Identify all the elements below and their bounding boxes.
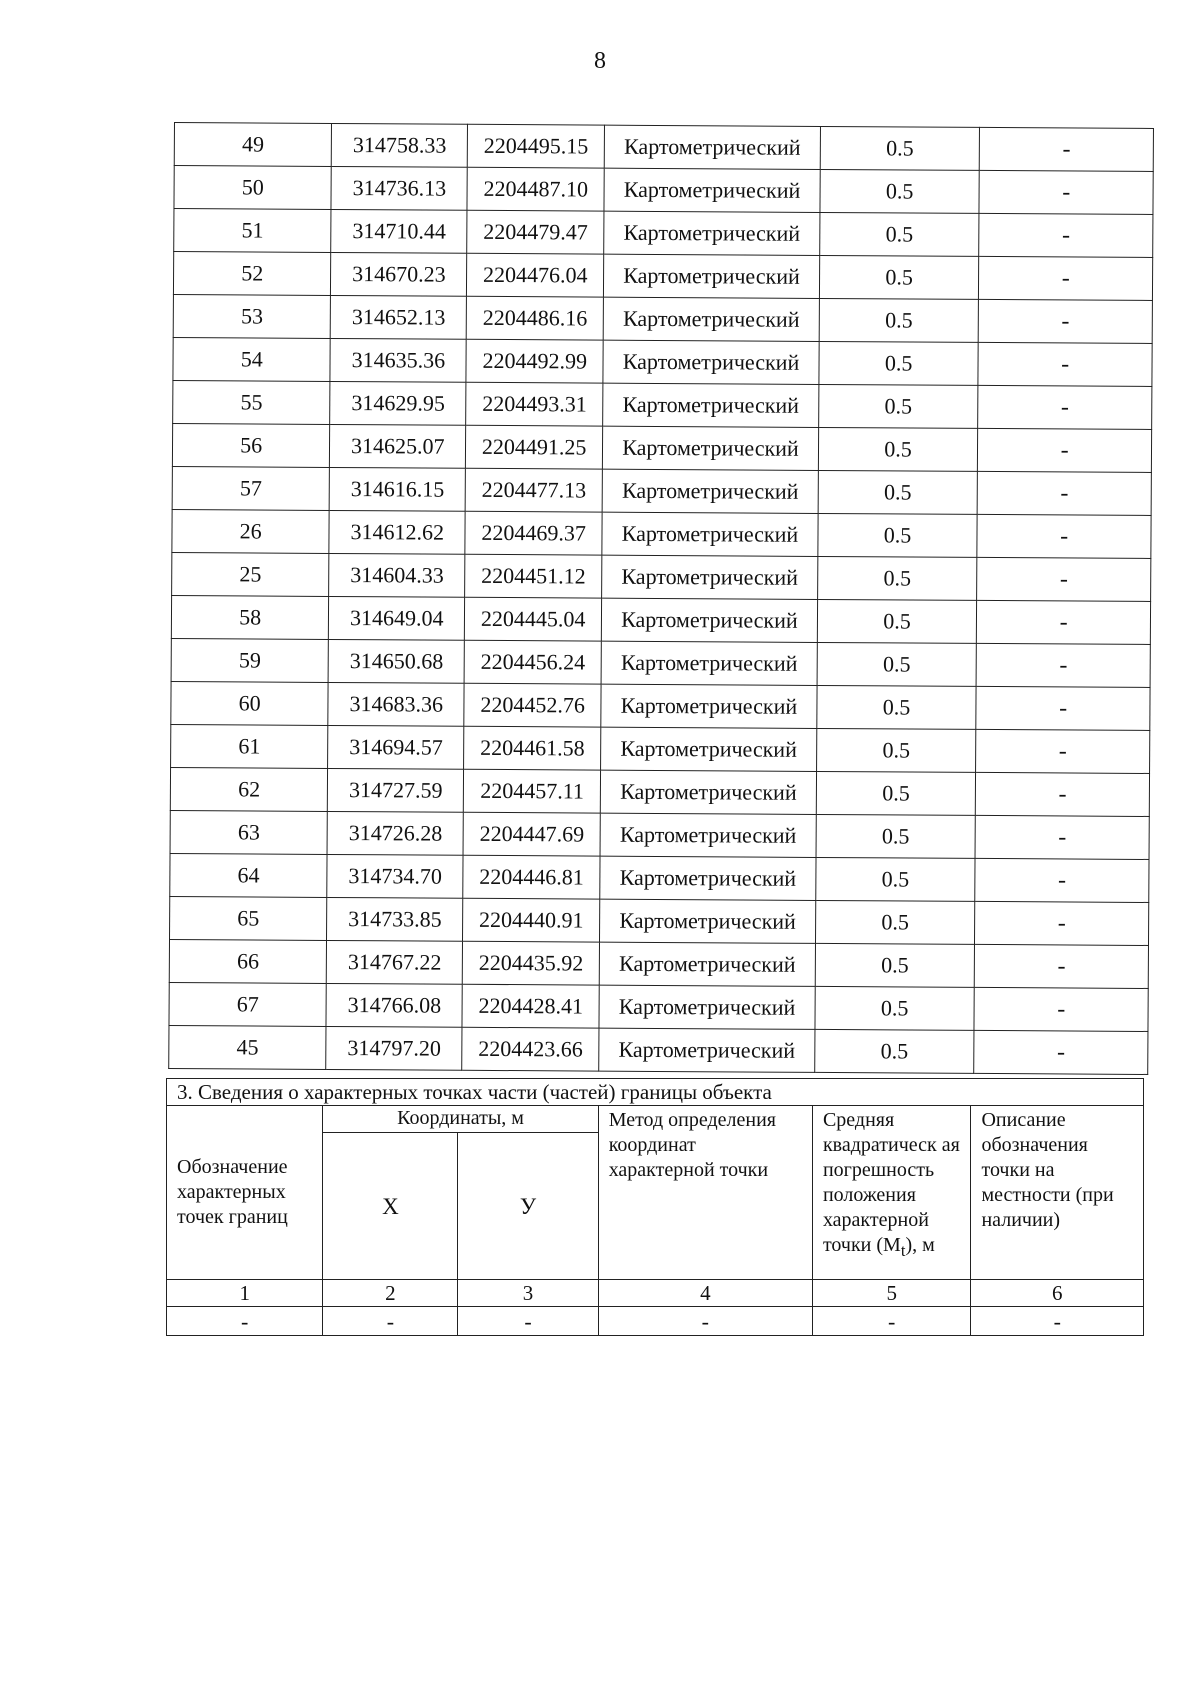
header-point-designation: Обозначение характерных точек границ [167, 1106, 323, 1280]
method-cell: Картометрический [603, 383, 819, 427]
table-row [173, 252, 1152, 301]
error-cell: 0.5 [819, 255, 979, 299]
y-cell: 2204491.25 [466, 425, 603, 469]
point-cell: 53 [173, 294, 331, 338]
x-cell: 314612.62 [329, 510, 465, 554]
method-cell: Картометрический [603, 297, 819, 341]
x-cell: 314604.33 [329, 553, 465, 597]
x-cell: 314616.15 [330, 467, 466, 511]
description-cell: - [976, 686, 1150, 730]
table-row [174, 209, 1153, 258]
x-cell: 314635.36 [330, 338, 466, 382]
table-row [170, 767, 1149, 816]
x-cell: 314727.59 [328, 768, 464, 812]
point-cell: 61 [171, 724, 329, 768]
table-row [172, 552, 1151, 601]
empty-cell: - [323, 1307, 458, 1336]
error-cell: 0.5 [819, 298, 979, 342]
table-row [171, 681, 1150, 730]
x-cell: 314694.57 [328, 725, 464, 769]
y-cell: 2204476.04 [467, 253, 604, 297]
error-cell: 0.5 [817, 642, 977, 686]
method-cell: Картометрический [599, 1028, 815, 1072]
empty-data-row [167, 1307, 1144, 1336]
method-cell: Картометрический [601, 684, 817, 728]
description-cell: - [976, 772, 1150, 816]
point-cell: 54 [173, 337, 331, 381]
point-cell: 49 [174, 123, 332, 167]
section-3-table [166, 1078, 1144, 1336]
x-cell: 314734.70 [327, 854, 463, 898]
point-cell: 60 [171, 681, 329, 725]
header-method: Метод определения координат характерной точки [598, 1106, 812, 1280]
table-row [170, 810, 1149, 859]
error-cell: 0.5 [815, 986, 975, 1030]
x-cell: 314733.85 [327, 897, 463, 941]
error-cell: 0.5 [817, 599, 977, 643]
description-cell: - [979, 299, 1153, 343]
description-cell: - [979, 256, 1153, 300]
method-cell: Картометрический [602, 555, 818, 599]
y-cell: 2204423.66 [462, 1027, 599, 1071]
column-number: 6 [971, 1280, 1144, 1307]
point-cell: 26 [172, 509, 330, 553]
empty-cell: - [167, 1307, 323, 1336]
error-cell: 0.5 [816, 814, 976, 858]
table-row [169, 939, 1148, 988]
y-cell: 2204451.12 [465, 554, 602, 598]
table-row [174, 123, 1153, 172]
method-cell: Картометрический [604, 125, 820, 169]
x-cell: 314652.13 [331, 295, 467, 339]
description-cell: - [978, 342, 1152, 386]
y-cell: 2204456.24 [464, 640, 601, 684]
description-cell: - [974, 987, 1148, 1031]
method-cell: Картометрический [604, 254, 820, 298]
column-number: 1 [167, 1280, 323, 1307]
error-cell: 0.5 [815, 1029, 975, 1073]
point-cell: 45 [169, 1025, 327, 1069]
point-cell: 57 [172, 466, 330, 510]
description-cell: - [975, 944, 1149, 988]
error-cell: 0.5 [817, 685, 977, 729]
method-cell: Картометрический [601, 641, 817, 685]
error-cell: 0.5 [815, 943, 975, 987]
page-number: 8 [594, 48, 606, 74]
table-row [174, 166, 1153, 215]
table-row [170, 853, 1149, 902]
table-row [173, 294, 1152, 343]
method-cell: Картометрический [600, 813, 816, 857]
table-row [173, 337, 1152, 386]
y-cell: 2204446.81 [463, 855, 600, 899]
table-row [172, 509, 1151, 558]
column-numbers-row [167, 1280, 1144, 1307]
y-cell: 2204477.13 [465, 468, 602, 512]
header-error-text: Средняя квадратическ ая погрешность положения характерной точки (M [822, 1109, 960, 1256]
description-cell: - [979, 213, 1153, 257]
description-cell: - [975, 815, 1149, 859]
point-cell: 62 [170, 767, 328, 811]
error-cell: 0.5 [819, 341, 979, 385]
header-coordinates: Координаты, м [323, 1106, 598, 1133]
y-cell: 2204492.99 [466, 339, 603, 383]
method-cell: Картометрический [602, 469, 818, 513]
point-cell: 64 [170, 853, 328, 897]
error-cell: 0.5 [819, 212, 979, 256]
y-cell: 2204457.11 [464, 769, 601, 813]
point-cell: 50 [174, 166, 332, 210]
error-cell: 0.5 [820, 126, 980, 170]
error-cell: 0.5 [820, 169, 980, 213]
point-cell: 66 [169, 939, 327, 983]
description-cell: - [975, 901, 1149, 945]
point-cell: 67 [169, 982, 327, 1026]
x-cell: 314736.13 [331, 166, 467, 210]
method-cell: Картометрический [603, 426, 819, 470]
section-3-title: 3. Сведения о характерных точках части (частей) границы объекта [167, 1079, 1144, 1106]
description-cell: - [977, 471, 1151, 515]
description-cell: - [976, 643, 1150, 687]
empty-cell: - [458, 1307, 598, 1336]
x-cell: 314629.95 [330, 381, 466, 425]
empty-cell: - [971, 1307, 1144, 1336]
x-cell: 314683.36 [328, 682, 464, 726]
header-x: X [323, 1133, 458, 1280]
description-cell: - [974, 1030, 1148, 1074]
description-cell: - [980, 127, 1154, 171]
point-cell: 25 [172, 552, 330, 596]
error-cell: 0.5 [818, 384, 978, 428]
error-cell: 0.5 [818, 513, 978, 557]
y-cell: 2204469.37 [465, 511, 602, 555]
description-cell: - [977, 557, 1151, 601]
x-cell: 314758.33 [332, 123, 468, 167]
y-cell: 2204479.47 [467, 210, 604, 254]
column-number: 2 [323, 1280, 458, 1307]
point-cell: 51 [174, 209, 332, 253]
y-cell: 2204452.76 [464, 683, 601, 727]
coordinates-table-body [169, 123, 1154, 1075]
header-y: У [458, 1133, 598, 1280]
x-cell: 314766.08 [326, 983, 462, 1027]
point-cell: 56 [172, 423, 330, 467]
empty-cell: - [812, 1307, 971, 1336]
x-cell: 314710.44 [331, 209, 467, 253]
table-row [171, 724, 1150, 773]
x-cell: 314726.28 [327, 811, 463, 855]
x-cell: 314625.07 [330, 424, 466, 468]
description-cell: - [976, 729, 1150, 773]
point-cell: 58 [171, 595, 329, 639]
header-error [812, 1106, 971, 1280]
table-row [171, 638, 1150, 687]
y-cell: 2204428.41 [462, 984, 599, 1028]
description-cell: - [975, 858, 1149, 902]
table-row [169, 1025, 1148, 1074]
point-cell: 55 [173, 380, 331, 424]
description-cell: - [979, 170, 1153, 214]
x-cell: 314767.22 [327, 940, 463, 984]
method-cell: Картометрический [600, 899, 816, 943]
y-cell: 2204435.92 [462, 941, 599, 985]
point-cell: 59 [171, 638, 329, 682]
table-row [172, 423, 1151, 472]
table-row [170, 896, 1149, 945]
coordinates-table [168, 122, 1154, 1075]
table-row [169, 982, 1148, 1031]
y-cell: 2204493.31 [466, 382, 603, 426]
y-cell: 2204447.69 [463, 812, 600, 856]
error-cell: 0.5 [818, 470, 978, 514]
table-row [172, 466, 1151, 515]
x-cell: 314797.20 [326, 1026, 462, 1070]
y-cell: 2204487.10 [467, 167, 604, 211]
error-cell: 0.5 [816, 771, 976, 815]
method-cell: Картометрический [600, 770, 816, 814]
point-cell: 65 [170, 896, 328, 940]
header-error-unit: ), м [905, 1234, 935, 1256]
description-cell: - [978, 385, 1152, 429]
point-cell: 63 [170, 810, 328, 854]
method-cell: Картометрический [602, 598, 818, 642]
error-cell: 0.5 [818, 427, 978, 471]
x-cell: 314649.04 [329, 596, 465, 640]
error-cell: 0.5 [815, 900, 975, 944]
column-number: 4 [598, 1280, 812, 1307]
method-cell: Картометрический [603, 340, 819, 384]
method-cell: Картометрический [599, 942, 815, 986]
method-cell: Картометрический [604, 211, 820, 255]
header-description: Описание обозначения точки на местности (при наличии) [971, 1106, 1144, 1280]
description-cell: - [977, 514, 1151, 558]
column-number: 5 [812, 1280, 971, 1307]
x-cell: 314650.68 [328, 639, 464, 683]
y-cell: 2204445.04 [465, 597, 602, 641]
empty-cell: - [598, 1307, 812, 1336]
table-row [173, 380, 1152, 429]
y-cell: 2204440.91 [463, 898, 600, 942]
y-cell: 2204461.58 [464, 726, 601, 770]
method-cell: Картометрический [599, 985, 815, 1029]
method-cell: Картометрический [604, 168, 820, 212]
x-cell: 314670.23 [331, 252, 467, 296]
method-cell: Картометрический [602, 512, 818, 556]
header-error-subscript: t [900, 1241, 906, 1260]
point-cell: 52 [173, 252, 331, 296]
method-cell: Картометрический [601, 727, 817, 771]
column-number: 3 [458, 1280, 598, 1307]
description-cell: - [977, 600, 1151, 644]
description-cell: - [978, 428, 1152, 472]
y-cell: 2204495.15 [467, 124, 604, 168]
error-cell: 0.5 [817, 556, 977, 600]
y-cell: 2204486.16 [466, 296, 603, 340]
error-cell: 0.5 [816, 728, 976, 772]
error-cell: 0.5 [816, 857, 976, 901]
table-row [171, 595, 1150, 644]
method-cell: Картометрический [600, 856, 816, 900]
